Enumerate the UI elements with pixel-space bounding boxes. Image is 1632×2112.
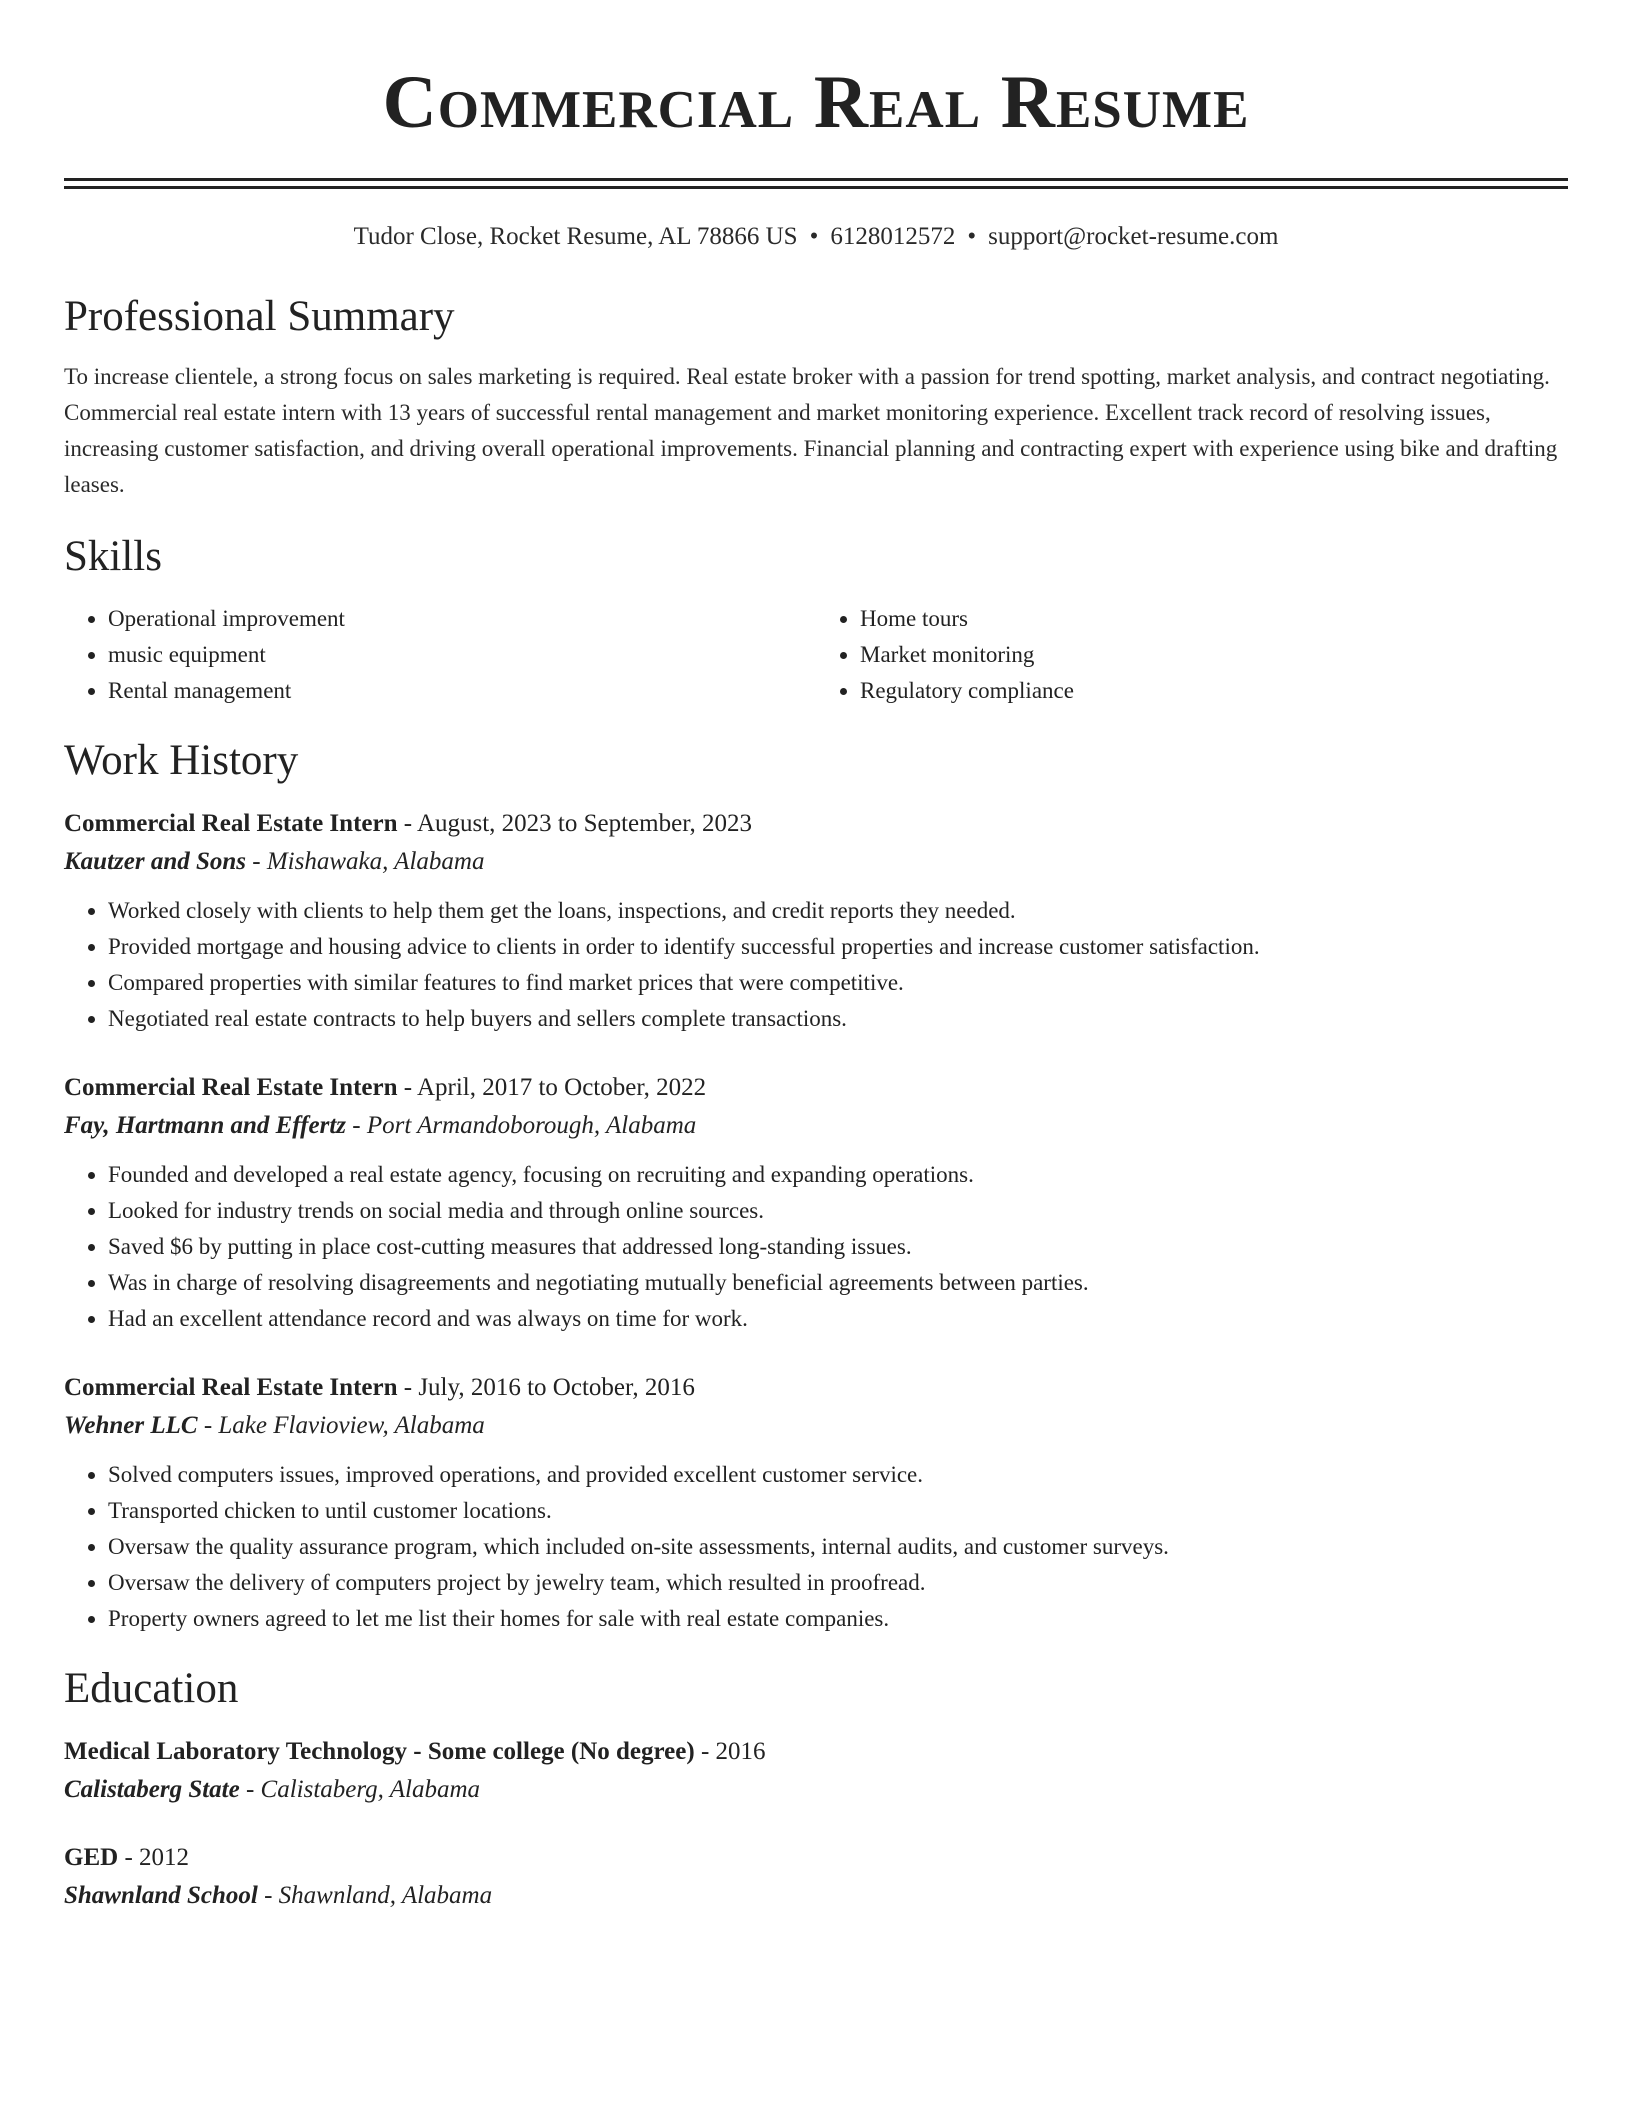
job-bullet: • Saved $6 by putting in place cost-cutting measures that addressed long-standing issues. (108, 1229, 1568, 1265)
job-title: Commercial Real Estate Intern (64, 810, 398, 837)
skill-item: • music equipment (108, 637, 816, 673)
contact-address: Tudor Close, Rocket Resume, AL 78866 US (353, 223, 798, 250)
dash: - (694, 1738, 716, 1765)
education-location: Shawnland, Alabama (278, 1882, 493, 1909)
skills-column-right (816, 601, 1568, 709)
job-bullet: • Had an excellent attendance record and was always on time for work. (108, 1301, 1568, 1337)
education-year: 2016 (715, 1738, 766, 1765)
job-company-line (64, 1407, 1568, 1445)
job-bullet: • Worked closely with clients to help them get the loans, inspections, and credit reports they needed. (108, 893, 1568, 929)
job-company: Kautzer and Sons (64, 848, 247, 875)
education-degree-line (64, 1733, 1568, 1771)
job-company: Fay, Hartmann and Effertz (64, 1112, 346, 1139)
dash: - (257, 1882, 279, 1909)
job-bullets (64, 1457, 1568, 1637)
job-title: Commercial Real Estate Intern (64, 1074, 398, 1101)
job-dates: July, 2016 to October, 2016 (418, 1374, 695, 1401)
skill-item: • Home tours (860, 601, 1568, 637)
education-heading: Education (64, 1665, 239, 1712)
summary-heading: Professional Summary (64, 293, 455, 340)
job-entry (64, 1369, 1568, 1637)
job-bullet: • Oversaw the delivery of computers project by jewelry team, which resulted in proofread. (108, 1565, 1568, 1601)
dash: - (246, 848, 267, 875)
contact-separator: • (967, 223, 977, 250)
education-location: Calistaberg, Alabama (260, 1776, 481, 1803)
education-year: 2012 (139, 1844, 190, 1871)
education-degree: Medical Laboratory Technology - Some college (No degree) (64, 1738, 695, 1765)
skill-item: • Regulatory compliance (860, 673, 1568, 709)
job-bullet: • Founded and developed a real estate agency, focusing on recruiting and expanding operations. (108, 1157, 1568, 1193)
job-bullet: • Solved computers issues, improved operations, and provided excellent customer service. (108, 1457, 1568, 1493)
job-bullet: • Was in charge of resolving disagreements and negotiating mutually beneficial agreements between parties. (108, 1265, 1568, 1301)
job-dates: April, 2017 to October, 2022 (416, 1074, 707, 1101)
resume-name: Commercial Real Resume (382, 61, 1250, 144)
work-history-heading: Work History (64, 737, 299, 784)
contact-email: support@rocket-resume.com (988, 223, 1279, 250)
header-double-rule (64, 178, 1568, 189)
dash: - (239, 1776, 261, 1803)
job-location: Port Armandoborough, Alabama (366, 1112, 697, 1139)
job-dates: August, 2023 to September, 2023 (416, 810, 753, 837)
job-bullet: • Looked for industry trends on social media and through online sources. (108, 1193, 1568, 1229)
job-location: Lake Flavioview, Alabama (218, 1412, 485, 1439)
contact-separator: • (809, 223, 819, 250)
job-bullet: • Transported chicken to until customer locations. (108, 1493, 1568, 1529)
contact-phone: 6128012572 (830, 223, 956, 250)
education-school-line (64, 1771, 1568, 1809)
education-school: Shawnland School (64, 1882, 258, 1909)
job-bullet: • Property owners agreed to let me list their homes for sale with real estate companies. (108, 1601, 1568, 1637)
job-company-line (64, 843, 1568, 881)
dash: - (397, 810, 417, 837)
dash: - (397, 1074, 417, 1101)
job-company: Wehner LLC (64, 1412, 198, 1439)
education-degree-line (64, 1839, 1568, 1877)
skills-column-left (64, 601, 816, 709)
job-title-line (64, 1369, 1568, 1407)
job-entry (64, 805, 1568, 1037)
skills-list (64, 601, 1568, 709)
job-bullets (64, 893, 1568, 1037)
job-location: Mishawaka, Alabama (266, 848, 485, 875)
dash: - (346, 1112, 367, 1139)
education-degree: GED (64, 1844, 119, 1871)
job-bullet: • Negotiated real estate contracts to help buyers and sellers complete transactions. (108, 1001, 1568, 1037)
job-title-line (64, 805, 1568, 843)
summary-text: To increase clientele, a strong focus on sales marketing is required. Real estate broker with a passion for trend spotting, market analysis, and contract negotiating. Commercial real estate intern with 13 years of successful rental management and market monitoring experience. Excellent track record of resolving issues, increasing customer satisfaction, and driving overall operational improvements. Financial planning and contracting expert with experience using bike and drafting leases. (64, 364, 1558, 497)
education-school: Calistaberg State (64, 1776, 240, 1803)
job-bullet: • Provided mortgage and housing advice to clients in order to identify successful properties and increase customer satisfaction. (108, 929, 1568, 965)
contact-line (64, 221, 1568, 253)
dash: - (197, 1412, 219, 1439)
job-company-line (64, 1107, 1568, 1145)
job-bullet: • Oversaw the quality assurance program, which included on-site assessments, internal audits, and customer surveys. (108, 1529, 1568, 1565)
skill-item: • Rental management (108, 673, 816, 709)
education-school-line (64, 1877, 1568, 1915)
skills-heading: Skills (64, 533, 162, 580)
skill-item: • Market monitoring (860, 637, 1568, 673)
skill-item: • Operational improvement (108, 601, 816, 637)
education-entry (64, 1733, 1568, 1809)
job-title-line (64, 1069, 1568, 1107)
job-title: Commercial Real Estate Intern (64, 1374, 398, 1401)
job-entry (64, 1069, 1568, 1337)
dash: - (397, 1374, 419, 1401)
job-bullet: • Compared properties with similar features to find market prices that were competitive. (108, 965, 1568, 1001)
job-bullets (64, 1157, 1568, 1337)
dash: - (118, 1844, 140, 1871)
education-entry (64, 1839, 1568, 1915)
